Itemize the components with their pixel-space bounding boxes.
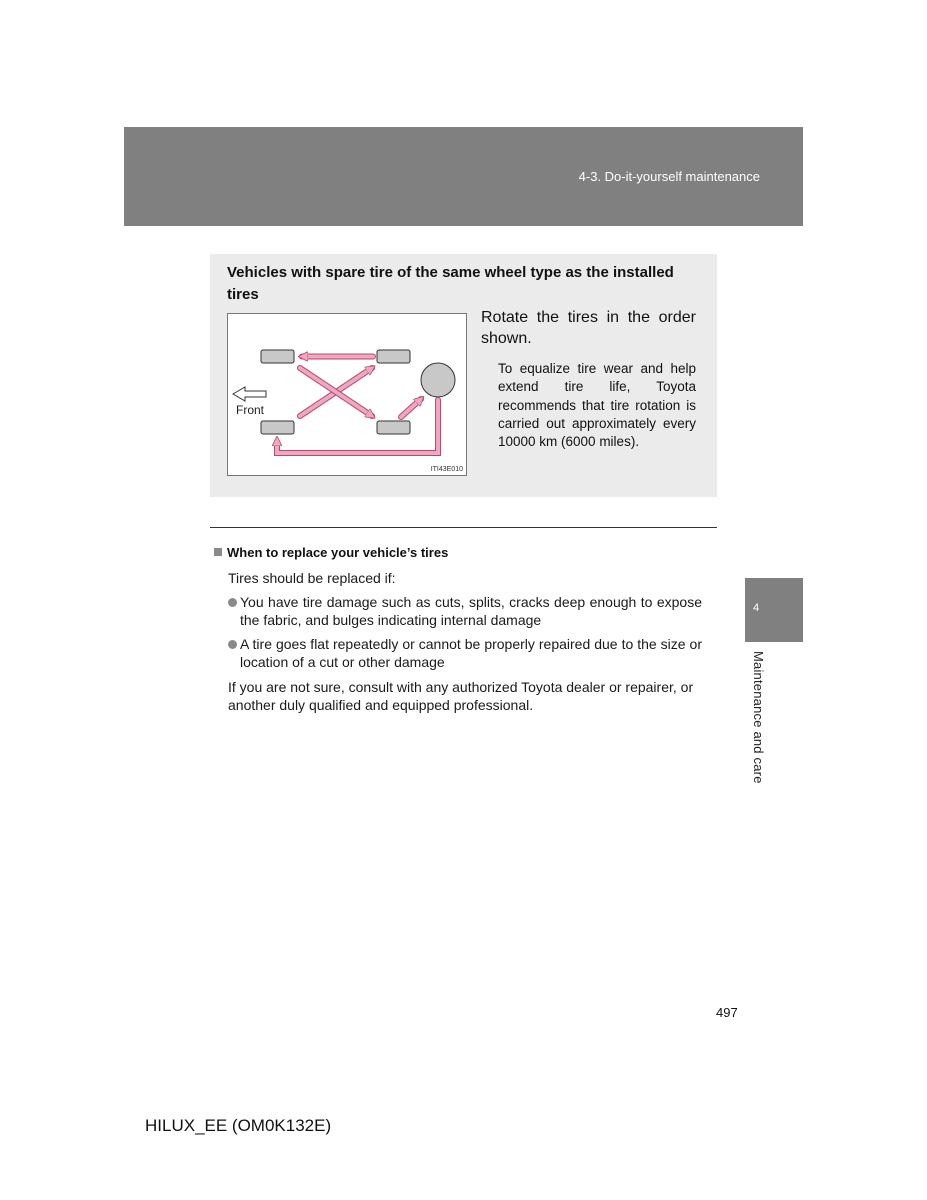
box-lead-text: Rotate the tires in the order shown.: [481, 309, 696, 347]
spare-tire: [421, 363, 455, 397]
info-box: [210, 254, 717, 497]
figure-code: ITI43E010: [430, 466, 463, 473]
chapter-label: Maintenance and care: [751, 651, 766, 784]
page-number: 497: [716, 1005, 738, 1020]
tire-rotation-diagram: [227, 313, 467, 476]
tire-front-right: [261, 421, 294, 434]
section-closing: If you are not sure, consult with any authorized Toyota dealer or repairer, or another duly qualified and equipped professional.: [228, 679, 694, 713]
section-heading-text: When to replace your vehicle’s tires: [227, 545, 449, 560]
box-note-text: To equalize tire wear and help extend tire life, Toyota recommends that tire rotation is carried out approximately every 10000 km (6000 miles).: [498, 361, 696, 450]
section-heading: [214, 545, 448, 560]
rotation-svg: [228, 314, 468, 477]
tire-front-left: [261, 350, 294, 363]
header-band: [124, 127, 803, 226]
square-bullet-icon: [214, 548, 222, 556]
list-item: [228, 635, 702, 671]
box-title: Vehicles with spare tire of the same wheel type as the installed tires: [227, 264, 674, 303]
front-label: Front: [236, 403, 265, 417]
section-intro: Tires should be replaced if:: [228, 570, 396, 586]
bullet-dot-icon: [228, 640, 237, 649]
chapter-tab: [745, 578, 803, 642]
list-item: [228, 593, 702, 629]
chapter-number: 4: [753, 602, 760, 614]
tire-rear-left: [377, 350, 410, 363]
tire-rear-right: [377, 421, 410, 434]
list-item-text: A tire goes flat repeatedly or cannot be properly repaired due to the size or location of a cut or other damage: [240, 636, 702, 670]
front-direction-icon: [233, 387, 266, 401]
list-item-text: You have tire damage such as cuts, splits, cracks deep enough to expose the fabric, and bulges indicating internal damage: [240, 594, 702, 628]
divider: [210, 527, 717, 528]
footer-doc-id: HILUX_EE (OM0K132E): [145, 1116, 332, 1135]
section-title: 4-3. Do-it-yourself maintenance: [578, 169, 760, 184]
bullet-dot-icon: [228, 598, 237, 607]
